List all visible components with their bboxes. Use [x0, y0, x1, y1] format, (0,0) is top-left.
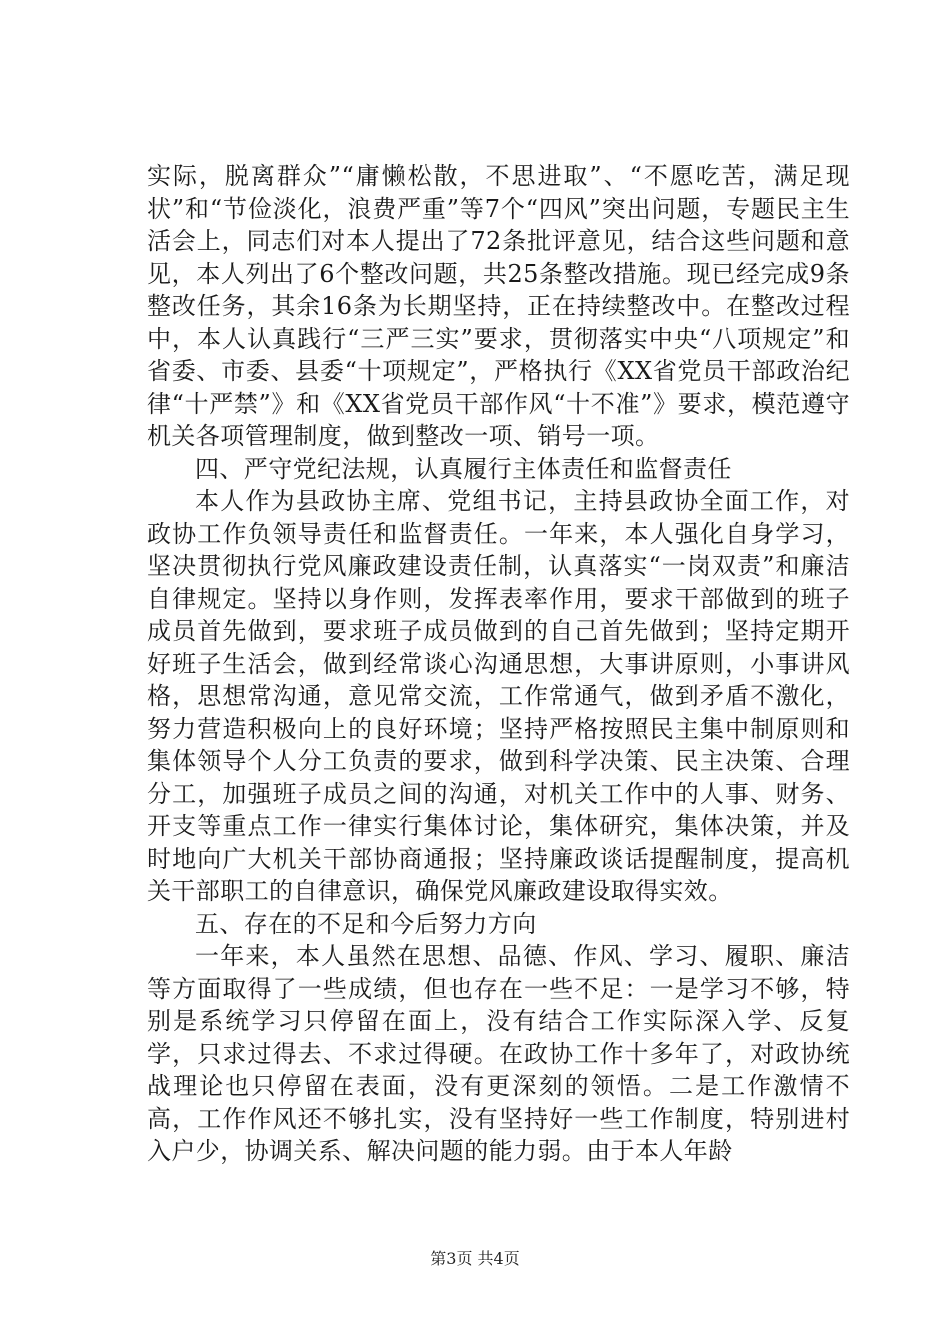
document-body [147, 160, 850, 1168]
paragraph-continuation: 实际，脱离群众”“庸懒松散，不思进取”、“不愿吃苦，满足现状”和“节俭淡化，浪费严重”等7个“四风”突出问题，专题民主生活会上，同志们对本人提出了72条批评意见，结合这些问题和意见，本人列出了6个整改问题，共25条整改措施。现已经完成9条整改任务，其余16条为长期坚持，正在持续整改中。在整改过程中，本人认真践行“三严三实”要求，贯彻落实中央“八项规定”和省委、市委、县委“十项规定”，严格执行《XX省党员干部政治纪律“十严禁”》和《XX省党员干部作风“十不准”》要求，模范遵守机关各项管理制度，做到整改一项、销号一项。 [147, 162, 850, 450]
page-number-footer: 第3页 共4页 [430, 1249, 520, 1268]
paragraph-section-four: 本人作为县政协主席、党组书记，主持县政协全面工作，对政协工作负领导责任和监督责任。一年来，本人强化自身学习，坚决贯彻执行党风廉政建设责任制，认真落实“一岗双责”和廉洁自律规定。坚持以身作则，发挥表率作用，要求干部做到的班子成员首先做到，要求班子成员做到的自己首先做到；坚持定期开好班子生活会，做到经常谈心沟通思想，大事讲原则，小事讲风格，思想常沟通，意见常交流，工作常通气，做到矛盾不激化，努力营造积极向上的良好环境；坚持严格按照民主集中制原则和集体领导个人分工负责的要求，做到科学决策、民主决策、合理分工，加强班子成员之间的沟通，对机关工作中的人事、财务、开支等重点工作一律实行集体讨论，集体研究，集体决策，并及时地向广大机关干部协商通报；坚持廉政谈话提醒制度，提高机关干部职工的自律意识，确保党风廉政建设取得实效。 [147, 487, 850, 905]
paragraph-section-five: 一年来，本人虽然在思想、品德、作风、学习、履职、廉洁等方面取得了一些成绩，但也存在一些不足：一是学习不够，特别是系统学习只停留在面上，没有结合工作实际深入学、反复学，只求过得去、不求过得硬。在政协工作十多年了，对政协统战理论也只停留在表面，没有更深刻的领悟。二是工作激情不高，工作作风还不够扎实，没有坚持好一些工作制度，特别进村入户少，协调关系、解决问题的能力弱。由于本人年龄 [147, 942, 850, 1165]
section-heading-four: 四、严守党纪法规，认真履行主体责任和监督责任 [195, 454, 732, 483]
section-heading-five: 五、存在的不足和今后努力方向 [195, 909, 537, 938]
